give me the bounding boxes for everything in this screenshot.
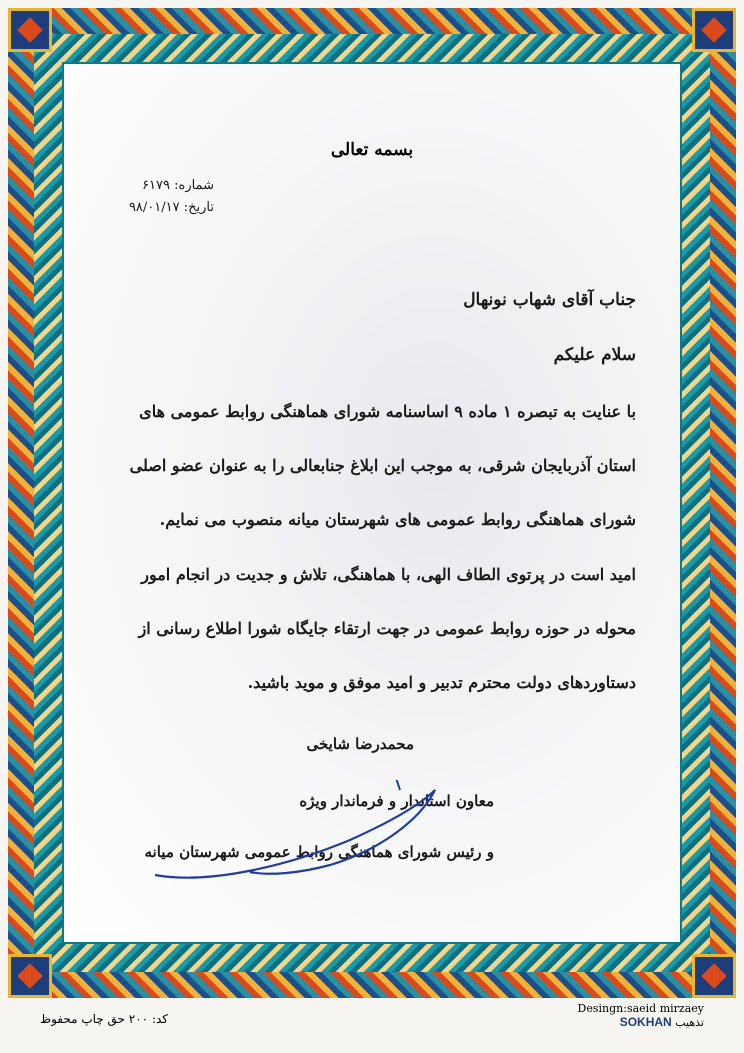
corner-ornament-icon: [692, 8, 736, 52]
footer-code: کد: ۲۰۰ حق چاپ محفوظ: [40, 1012, 168, 1026]
corner-ornament-icon: [8, 8, 52, 52]
brand-logo: SOKHAN: [619, 1015, 672, 1029]
signatory-title-1: معاون استاندار و فرماندار ویژه: [299, 792, 494, 810]
body-paragraph-1: با عنایت به تبصره ۱ ماده ۹ اساسنامه شورای هماهنگی روابط عمومی های استان آذربایجان شرقی، به موجب این ابلاغ جنابعالی را به عنوان عضو اصلی شورای هماهنگی روابط عمومی های شهرستان میانه منصوب می نمایم.: [129, 402, 636, 529]
body-paragraph-2: امید است در پرتوی الطاف الهی، با هماهنگی، تلاش و جدیت در انجام امور محوله در حوزه روابط عمومی در جهت ارتقاء جایگاه شورا اطلاع رسانی از دستاوردهای دولت محترم تدبیر و امید موفق و موید باشید.: [138, 565, 636, 692]
design-credit: Desingn:saeid mirzaey: [577, 1002, 704, 1015]
document-heading: بسمه تعالی: [330, 140, 414, 160]
brand-subtitle: تذهیب: [675, 1016, 704, 1029]
recipient: جناب آقای شهاب نونهال: [463, 290, 636, 310]
handwritten-signature-icon: [150, 780, 450, 890]
signatory-title-2: و رئیس شورای هماهنگی روابط عمومی شهرستان میانه: [144, 843, 494, 861]
greeting: سلام علیکم: [553, 345, 636, 365]
letter-number: شماره: ۶۱۷۹: [142, 178, 214, 193]
corner-ornament-icon: [8, 954, 52, 998]
corner-ornament-icon: [692, 954, 736, 998]
signatory-name: محمدرضا شایخی: [306, 735, 414, 753]
footer-credit: [578, 1002, 704, 1029]
letter-date: تاریخ: ۹۸/۰۱/۱۷: [128, 200, 214, 215]
